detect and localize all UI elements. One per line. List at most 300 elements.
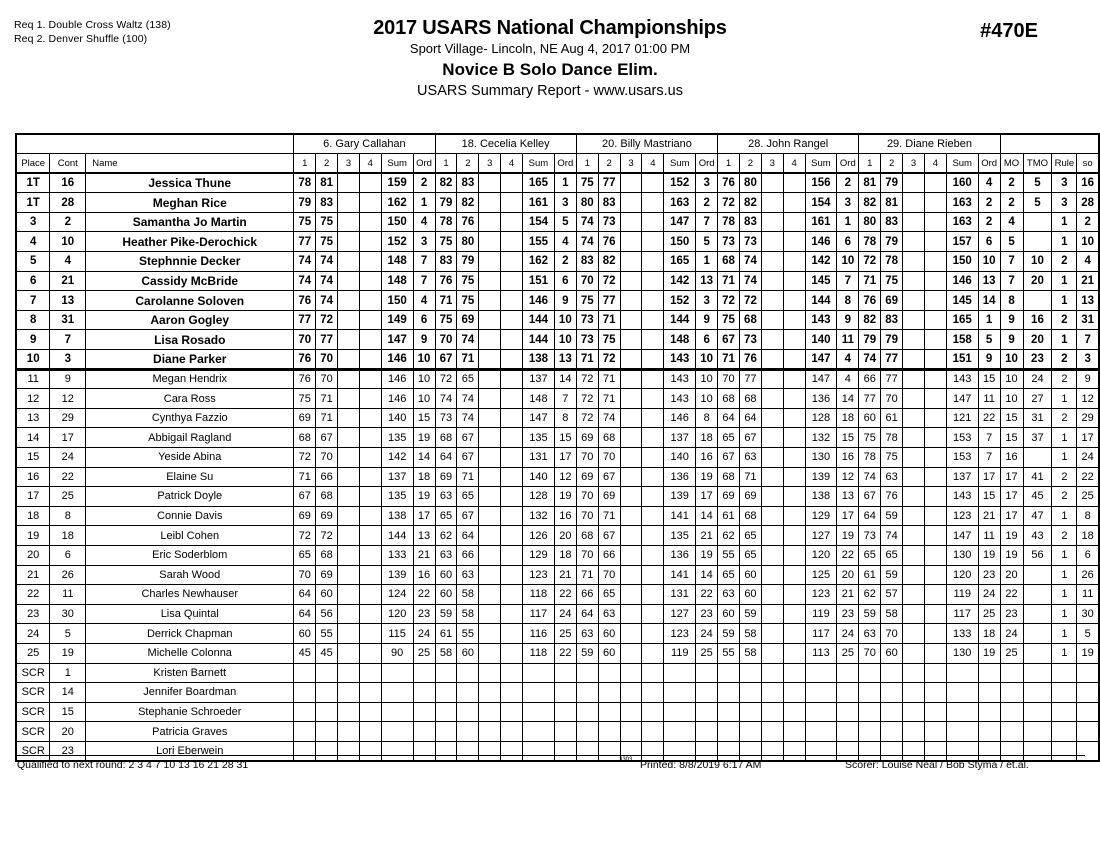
cell-mo: 10 xyxy=(1000,369,1023,389)
cell-j4-s2: 76 xyxy=(740,350,762,370)
cell-j4-ord: 25 xyxy=(837,643,859,663)
cell-j5-ord xyxy=(978,683,1000,703)
title-block xyxy=(0,16,1100,102)
cell-j5-s4 xyxy=(924,310,946,330)
cell-j5-s4 xyxy=(924,271,946,291)
cell-j3-ord: 7 xyxy=(696,212,718,232)
cell-j5-s1: 82 xyxy=(859,193,881,213)
cell-place: SCR xyxy=(16,702,50,722)
cell-tmo xyxy=(1023,663,1052,683)
cell-j1-sum: 147 xyxy=(381,330,413,350)
cell-j3-s2: 60 xyxy=(598,643,620,663)
cell-j1-s2: 67 xyxy=(316,428,338,448)
cell-j5-s4 xyxy=(924,526,946,546)
cell-j4-s3 xyxy=(761,526,783,546)
cell-j3-s1: 70 xyxy=(576,506,598,526)
cell-j5-s4 xyxy=(924,428,946,448)
cell-tmo xyxy=(1023,585,1052,605)
cell-j5-s2: 70 xyxy=(881,389,903,409)
table-row xyxy=(16,702,1099,722)
table-row xyxy=(16,291,1099,311)
cell-tmo: 10 xyxy=(1023,252,1052,272)
cell-j1-s3 xyxy=(338,545,360,565)
cell-rule: 1 xyxy=(1052,330,1077,350)
cell-place: 24 xyxy=(16,624,50,644)
cell-j3-s3 xyxy=(620,467,642,487)
cell-j1-s1: 70 xyxy=(294,565,316,585)
cell-j2-sum: 147 xyxy=(522,408,554,428)
cell-j3-ord: 19 xyxy=(696,545,718,565)
cell-j1-s4 xyxy=(359,643,381,663)
cell-j3-s2 xyxy=(598,702,620,722)
cell-j5-sum: 153 xyxy=(946,448,978,468)
cell-j4-sum: 138 xyxy=(805,487,837,507)
cell-j5-s1 xyxy=(859,702,881,722)
cell-j3-s4 xyxy=(642,683,664,703)
cell-j3-s4 xyxy=(642,310,664,330)
cell-j1-s4 xyxy=(359,330,381,350)
cell-j4-ord: 24 xyxy=(837,624,859,644)
cell-j1-s3 xyxy=(338,643,360,663)
cell-j4-sum: 145 xyxy=(805,271,837,291)
cell-j1-sum xyxy=(381,702,413,722)
cell-j5-sum: 153 xyxy=(946,428,978,448)
table-row xyxy=(16,722,1099,742)
cell-j5-ord: 1 xyxy=(978,310,1000,330)
cell-rule: 1 xyxy=(1052,232,1077,252)
cell-j3-s3 xyxy=(620,585,642,605)
cell-j4-s1: 55 xyxy=(718,545,740,565)
cell-j4-s3 xyxy=(761,663,783,683)
cell-j3-s4 xyxy=(642,369,664,389)
cell-j5-s1: 82 xyxy=(859,310,881,330)
cell-j5-s4 xyxy=(924,722,946,742)
cell-j2-s2: 60 xyxy=(457,643,479,663)
cell-cont: 13 xyxy=(50,291,86,311)
cell-cont: 12 xyxy=(50,389,86,409)
report-line: USARS Summary Report - www.usars.us xyxy=(417,83,683,99)
cell-j4-s1: 59 xyxy=(718,624,740,644)
cell-j5-s4 xyxy=(924,389,946,409)
cell-j1-ord: 10 xyxy=(413,350,435,370)
cell-j4-s1: 68 xyxy=(718,467,740,487)
header-rule: Rule xyxy=(1052,154,1077,174)
cell-j1-s4 xyxy=(359,506,381,526)
cell-tmo: 43 xyxy=(1023,526,1052,546)
cell-j5-s3 xyxy=(903,212,925,232)
cell-j3-s3 xyxy=(620,448,642,468)
cell-j3-sum: 119 xyxy=(664,643,696,663)
cell-j2-s1: 65 xyxy=(435,506,457,526)
cell-j2-s3 xyxy=(479,310,501,330)
cell-cont: 4 xyxy=(50,252,86,272)
cell-cont: 24 xyxy=(50,448,86,468)
cell-j4-s3 xyxy=(761,291,783,311)
cell-j3-s2: 83 xyxy=(598,193,620,213)
cell-tmo: 20 xyxy=(1023,330,1052,350)
cell-j1-s1: 77 xyxy=(294,310,316,330)
cell-j5-s1: 63 xyxy=(859,624,881,644)
cell-j1-s4 xyxy=(359,487,381,507)
cell-j3-s3 xyxy=(620,663,642,683)
cell-j2-s3 xyxy=(479,506,501,526)
cell-j5-sum: 163 xyxy=(946,193,978,213)
cell-j5-ord: 15 xyxy=(978,487,1000,507)
cell-j5-sum: 157 xyxy=(946,232,978,252)
cell-j2-s1: 64 xyxy=(435,448,457,468)
cell-name: Meghan Rice xyxy=(86,193,294,213)
header-j5-score3: 3 xyxy=(903,154,925,174)
cell-j3-ord: 5 xyxy=(696,232,718,252)
cell-name: Abbigail Ragland xyxy=(86,428,294,448)
cell-tmo xyxy=(1023,643,1052,663)
cell-cont: 19 xyxy=(50,643,86,663)
header-name: Name xyxy=(86,154,294,174)
cell-j2-s3 xyxy=(479,683,501,703)
cell-j5-s1 xyxy=(859,722,881,742)
cell-place: 21 xyxy=(16,565,50,585)
cell-j1-s3 xyxy=(338,467,360,487)
cell-j3-s1: 69 xyxy=(576,428,598,448)
table-row xyxy=(16,252,1099,272)
cell-j3-s2: 72 xyxy=(598,271,620,291)
cell-j4-ord: 4 xyxy=(837,350,859,370)
cell-j3-s1 xyxy=(576,702,598,722)
cell-j4-sum: 132 xyxy=(805,428,837,448)
cell-j5-s1: 78 xyxy=(859,232,881,252)
cell-rule: 1 xyxy=(1052,212,1077,232)
cell-rule: 2 xyxy=(1052,467,1077,487)
cell-j1-s4 xyxy=(359,565,381,585)
cell-j4-s3 xyxy=(761,545,783,565)
cell-j4-s3 xyxy=(761,702,783,722)
cell-j2-s1: 75 xyxy=(435,310,457,330)
header-j5-score4: 4 xyxy=(924,154,946,174)
cell-j5-s3 xyxy=(903,428,925,448)
cell-j1-s4 xyxy=(359,604,381,624)
cell-j2-s1: 70 xyxy=(435,330,457,350)
cell-j1-s4 xyxy=(359,212,381,232)
cell-j5-s1: 76 xyxy=(859,291,881,311)
cell-j5-ord: 23 xyxy=(978,565,1000,585)
scorer-text: Scorer: Louise Neal / Bob Styma / et.al. xyxy=(845,759,1029,771)
cell-j1-s1: 72 xyxy=(294,526,316,546)
cell-j5-ord: 18 xyxy=(978,624,1000,644)
cell-tmo xyxy=(1023,448,1052,468)
cell-j1-sum: 146 xyxy=(381,389,413,409)
cell-j5-s3 xyxy=(903,722,925,742)
cell-j5-s1 xyxy=(859,663,881,683)
cell-j3-sum: 127 xyxy=(664,604,696,624)
cell-j4-s4 xyxy=(783,487,805,507)
cell-so: 16 xyxy=(1077,173,1099,193)
cell-j5-s1: 70 xyxy=(859,643,881,663)
cell-j3-s2: 72 xyxy=(598,350,620,370)
cell-j3-s2: 70 xyxy=(598,565,620,585)
cell-mo: 17 xyxy=(1000,487,1023,507)
cell-j2-s1: 72 xyxy=(435,369,457,389)
cell-j4-s2: 74 xyxy=(740,252,762,272)
cell-j1-ord: 3 xyxy=(413,232,435,252)
cell-cont: 31 xyxy=(50,310,86,330)
cell-j5-s4 xyxy=(924,663,946,683)
cell-place: 13 xyxy=(16,408,50,428)
cell-rule xyxy=(1052,702,1077,722)
cell-name: Jennifer Boardman xyxy=(86,683,294,703)
cell-j3-s4 xyxy=(642,193,664,213)
cell-j1-s2: 70 xyxy=(316,448,338,468)
cell-j3-s2: 77 xyxy=(598,173,620,193)
cell-j3-s1: 72 xyxy=(576,408,598,428)
cell-j1-ord: 2 xyxy=(413,173,435,193)
cell-j2-s2 xyxy=(457,702,479,722)
cell-j2-ord: 22 xyxy=(554,585,576,605)
cell-j2-ord: 18 xyxy=(554,545,576,565)
cell-rule: 2 xyxy=(1052,369,1077,389)
judge-header-1: 6. Gary Callahan xyxy=(294,134,435,154)
cell-so: 29 xyxy=(1077,408,1099,428)
cell-j2-s4 xyxy=(501,291,523,311)
cell-name: Sarah Wood xyxy=(86,565,294,585)
cell-j2-ord: 6 xyxy=(554,271,576,291)
cell-cont: 3 xyxy=(50,350,86,370)
cell-j1-sum: 149 xyxy=(381,310,413,330)
cell-j1-sum: 162 xyxy=(381,193,413,213)
cell-j5-s1: 71 xyxy=(859,271,881,291)
cell-j2-s4 xyxy=(501,506,523,526)
cell-j4-s1: 78 xyxy=(718,212,740,232)
cell-j3-s1: 70 xyxy=(576,271,598,291)
cell-j2-sum: 146 xyxy=(522,291,554,311)
cell-j1-s2: 68 xyxy=(316,545,338,565)
cell-j4-s3 xyxy=(761,330,783,350)
footer xyxy=(15,755,1085,774)
cell-so: 19 xyxy=(1077,643,1099,663)
cell-j1-s2: 69 xyxy=(316,506,338,526)
cell-j4-s3 xyxy=(761,565,783,585)
cell-j5-sum: 123 xyxy=(946,506,978,526)
cell-j5-s2: 79 xyxy=(881,173,903,193)
cell-j2-s1: 67 xyxy=(435,350,457,370)
header-j4-sum: Sum xyxy=(805,154,837,174)
cell-j1-ord: 10 xyxy=(413,389,435,409)
cell-j3-s2: 69 xyxy=(598,487,620,507)
cell-j1-sum: 144 xyxy=(381,526,413,546)
cell-j4-s2: 63 xyxy=(740,448,762,468)
cell-j3-s1: 64 xyxy=(576,604,598,624)
cell-j4-s3 xyxy=(761,389,783,409)
cell-j4-s3 xyxy=(761,604,783,624)
cell-j2-s3 xyxy=(479,467,501,487)
cell-j4-sum: 146 xyxy=(805,232,837,252)
cell-j2-s3 xyxy=(479,663,501,683)
cell-j2-s1 xyxy=(435,722,457,742)
cell-j4-s3 xyxy=(761,506,783,526)
cell-j4-ord: 15 xyxy=(837,428,859,448)
cell-j5-s4 xyxy=(924,585,946,605)
cell-j3-ord: 10 xyxy=(696,369,718,389)
cell-j5-ord: 6 xyxy=(978,232,1000,252)
cell-j2-sum: 162 xyxy=(522,252,554,272)
cell-j2-ord: 3 xyxy=(554,193,576,213)
cell-j5-s2: 76 xyxy=(881,487,903,507)
cell-j4-sum: 125 xyxy=(805,565,837,585)
cell-j2-s4 xyxy=(501,683,523,703)
cell-j5-s3 xyxy=(903,369,925,389)
cell-place: 12 xyxy=(16,389,50,409)
header-j1-score3: 3 xyxy=(338,154,360,174)
cell-j3-s2: 82 xyxy=(598,252,620,272)
cell-j1-s3 xyxy=(338,193,360,213)
cell-j4-s4 xyxy=(783,722,805,742)
cell-j1-s2: 71 xyxy=(316,389,338,409)
cell-j4-sum: 143 xyxy=(805,310,837,330)
cell-j3-s4 xyxy=(642,330,664,350)
cell-j2-s2: 71 xyxy=(457,467,479,487)
cell-j5-s3 xyxy=(903,526,925,546)
cell-rule: 1 xyxy=(1052,643,1077,663)
cell-j2-ord: 19 xyxy=(554,487,576,507)
cell-j2-s4 xyxy=(501,193,523,213)
cell-tmo: 41 xyxy=(1023,467,1052,487)
cell-j3-s2: 71 xyxy=(598,310,620,330)
judge-header-5: 29. Diane Rieben xyxy=(859,134,1000,154)
cell-j3-s3 xyxy=(620,545,642,565)
cell-j5-sum: 130 xyxy=(946,643,978,663)
cell-cont: 21 xyxy=(50,271,86,291)
cell-j4-s1: 64 xyxy=(718,408,740,428)
cell-j3-s2: 70 xyxy=(598,448,620,468)
cell-j4-s2: 73 xyxy=(740,232,762,252)
cell-j2-s2: 69 xyxy=(457,310,479,330)
cell-j4-s2: 69 xyxy=(740,487,762,507)
cell-j2-s3 xyxy=(479,271,501,291)
cell-j3-ord xyxy=(696,663,718,683)
cell-j2-s3 xyxy=(479,545,501,565)
cell-name: Lisa Quintal xyxy=(86,604,294,624)
table-row xyxy=(16,663,1099,683)
cell-j2-s2: 76 xyxy=(457,212,479,232)
cell-j3-s1 xyxy=(576,722,598,742)
cell-j5-ord: 7 xyxy=(978,448,1000,468)
cell-j4-s2: 74 xyxy=(740,271,762,291)
event-title: Novice B Solo Dance Elim. xyxy=(442,60,658,79)
cell-j4-s2: 68 xyxy=(740,506,762,526)
cell-j5-s4 xyxy=(924,350,946,370)
cell-j2-s3 xyxy=(479,252,501,272)
cell-j3-sum: 144 xyxy=(664,310,696,330)
cell-j3-s2: 75 xyxy=(598,330,620,350)
cell-j2-s1: 62 xyxy=(435,526,457,546)
cell-j2-s1: 75 xyxy=(435,232,457,252)
cell-so: 18 xyxy=(1077,526,1099,546)
cell-j4-s1: 69 xyxy=(718,487,740,507)
cell-j4-s2: 65 xyxy=(740,526,762,546)
cell-j5-sum: 147 xyxy=(946,526,978,546)
cell-j4-sum: 156 xyxy=(805,173,837,193)
cell-name: Stephanie Schroeder xyxy=(86,702,294,722)
cell-j1-sum: 135 xyxy=(381,487,413,507)
cell-j2-s4 xyxy=(501,604,523,624)
cell-j5-ord: 19 xyxy=(978,545,1000,565)
cell-tmo xyxy=(1023,291,1052,311)
cell-j4-ord: 19 xyxy=(837,526,859,546)
cell-j3-s1: 71 xyxy=(576,350,598,370)
cell-rule: 1 xyxy=(1052,585,1077,605)
cell-j5-s3 xyxy=(903,702,925,722)
cell-j5-s2: 60 xyxy=(881,643,903,663)
cell-j3-s4 xyxy=(642,526,664,546)
cell-j1-s2: 75 xyxy=(316,232,338,252)
cell-j3-ord: 24 xyxy=(696,624,718,644)
table-row xyxy=(16,448,1099,468)
cell-j2-s1: 61 xyxy=(435,624,457,644)
cell-j3-s3 xyxy=(620,565,642,585)
cell-rule: 1 xyxy=(1052,545,1077,565)
cell-j3-s3 xyxy=(620,526,642,546)
cell-j5-s4 xyxy=(924,232,946,252)
cell-j3-s3 xyxy=(620,722,642,742)
cell-j4-s4 xyxy=(783,643,805,663)
cell-j5-s3 xyxy=(903,624,925,644)
judge-header-4: 28. John Rangel xyxy=(718,134,859,154)
cell-j2-s3 xyxy=(479,585,501,605)
cell-so xyxy=(1077,702,1099,722)
cell-j5-s2: 57 xyxy=(881,585,903,605)
cell-j1-s2: 68 xyxy=(316,487,338,507)
judge-header-3: 20. Billy Mastriano xyxy=(576,134,717,154)
cell-j2-s1: 76 xyxy=(435,271,457,291)
cell-j1-s4 xyxy=(359,663,381,683)
cell-j3-s2: 71 xyxy=(598,369,620,389)
cell-j2-s4 xyxy=(501,624,523,644)
cell-j3-s1: 59 xyxy=(576,643,598,663)
cell-j2-s1: 82 xyxy=(435,173,457,193)
cell-mo xyxy=(1000,702,1023,722)
cell-j5-s4 xyxy=(924,448,946,468)
cell-j5-s2: 59 xyxy=(881,506,903,526)
cell-j2-s2: 67 xyxy=(457,448,479,468)
cell-j2-s2: 65 xyxy=(457,487,479,507)
cell-j2-ord: 4 xyxy=(554,232,576,252)
cell-so: 26 xyxy=(1077,565,1099,585)
cell-j4-ord: 4 xyxy=(837,369,859,389)
cell-cont: 16 xyxy=(50,173,86,193)
cell-j5-s4 xyxy=(924,212,946,232)
cell-rule: 1 xyxy=(1052,506,1077,526)
cell-j1-sum: 137 xyxy=(381,467,413,487)
cell-j1-s3 xyxy=(338,330,360,350)
cell-j1-ord: 7 xyxy=(413,271,435,291)
cell-j1-s4 xyxy=(359,467,381,487)
cell-j2-sum: 165 xyxy=(522,173,554,193)
table-row xyxy=(16,232,1099,252)
cell-j5-s2: 78 xyxy=(881,252,903,272)
cell-cont: 25 xyxy=(50,487,86,507)
cell-place: 9 xyxy=(16,330,50,350)
cell-j3-ord xyxy=(696,683,718,703)
cell-j5-s4 xyxy=(924,467,946,487)
cell-j2-sum: 117 xyxy=(522,604,554,624)
cell-j5-s2: 69 xyxy=(881,291,903,311)
cell-j2-s3 xyxy=(479,212,501,232)
cell-j5-s2: 74 xyxy=(881,526,903,546)
header-j5-score2: 2 xyxy=(881,154,903,174)
header-j1-score1: 1 xyxy=(294,154,316,174)
cell-name: Samantha Jo Martin xyxy=(86,212,294,232)
cell-j3-ord xyxy=(696,722,718,742)
cell-j3-sum xyxy=(664,702,696,722)
